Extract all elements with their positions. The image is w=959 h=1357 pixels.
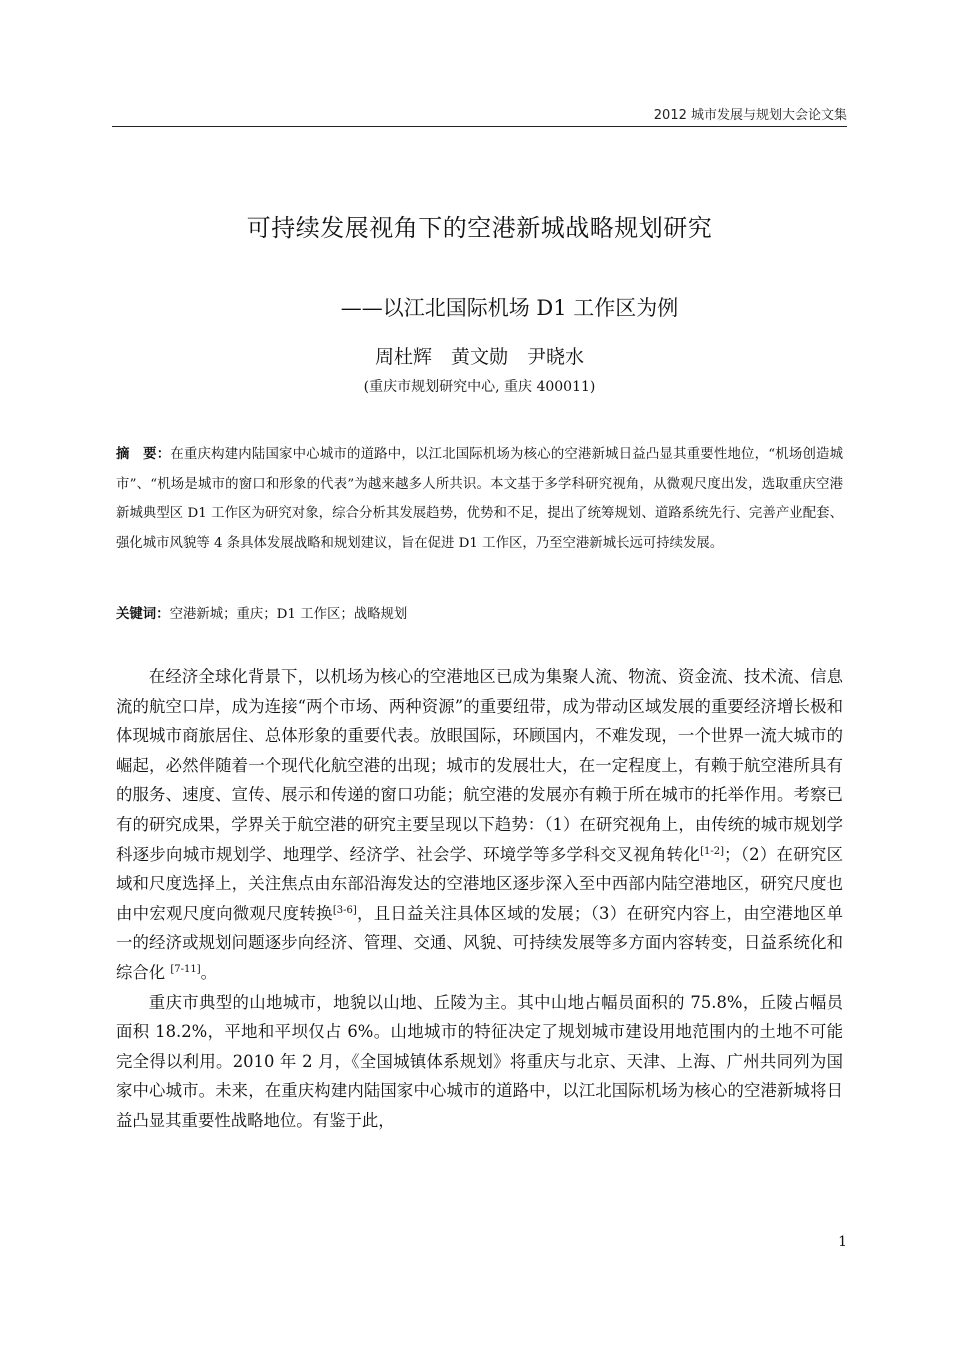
abstract: [116, 440, 843, 559]
citation-1: [1-2]: [700, 845, 724, 857]
keywords-label: 关键词：: [116, 607, 170, 622]
paper-authors: 周杜辉 黄文勋 尹晓水: [374, 346, 584, 368]
paper-affiliation: (重庆市规划研究中心, 重庆 400011): [363, 379, 596, 395]
keywords-text: 空港新城；重庆；D1 工作区；战略规划: [169, 607, 408, 622]
abstract-label: 摘 要：: [116, 447, 171, 462]
citation-3: [7-11]: [170, 963, 201, 975]
keywords: [116, 600, 843, 630]
body-text: [116, 662, 843, 1136]
header-rule: [112, 126, 847, 127]
p1-part-b: ；（2）在研究区域和尺度选择上，关注焦点由东部沿海发达的空港地区逐步深入至中西部内陆空港地区，研究尺度也由中宏观尺度向微观尺度转换: [116, 844, 844, 923]
running-header: 2012 城市发展与规划大会论文集: [653, 108, 847, 123]
paper-title: 可持续发展视角下的空港新城战略规划研究: [246, 214, 713, 242]
paper-subtitle: ——以江北国际机场 D1 工作区为例: [340, 296, 679, 320]
page-number: 1: [838, 1234, 847, 1250]
body-paragraph-2: 重庆市典型的山地城市，地貌以山地、丘陵为主。其中山地占幅员面积的 75.8%，丘陵占幅员面积 18.2%，平地和平坝仅占 6%。山地城市的特征决定了规划城市建设用地范围内的土地不可能完全得以利用。2010 年 2 月，《全国城镇体系规划》将重庆与北京、天津、上海、广州共同列为国家中心城市。未来，在重庆构建内陆国家中心城市的道路中，以江北国际机场为核心的空港新城将日益凸显其重要性战略地位。有鉴于此，: [116, 992, 843, 1130]
p1-part-c: ，且日益关注具体区域的发展；（3）在研究内容上，由空港地区单一的经济或规划问题逐步向经济、管理、交通、风貌、可持续发展等多方面内容转变，日益系统化和综合化: [116, 903, 843, 982]
p1-part-d: 。: [200, 962, 218, 982]
abstract-text: 在重庆构建内陆国家中心城市的道路中，以江北国际机场为核心的空港新城日益凸显其重要性地位，“机场创造城市”、“机场是城市的窗口和形象的代表”为越来越多人所共识。本文基于多学科研究视角，从微观尺度出发，选取重庆空港新城典型区 D1 工作区为研究对象，综合分析其发展趋势，优势和不足，提出了统筹规划、道路系统先行、完善产业配套、强化城市风貌等 4 条具体发展战略和规划建议，旨在促进 D1 工作区，乃至空港新城长远可持续发展。: [116, 447, 844, 552]
body-paragraph-1: [116, 662, 843, 988]
citation-2: [3-6]: [332, 904, 357, 916]
p1-part-a: 在经济全球化背景下，以机场为核心的空港地区已成为集聚人流、物流、资金流、技术流、信息流的航空口岸，成为连接“两个市场、两种资源”的重要纽带，成为带动区域发展的重要经济增长极和体现城市商旅居住、总体形象的重要代表。放眼国际，环顾国内，不难发现，一个世界一流大城市的崛起，必然伴随着一个现代化航空港的出现；城市的发展壮大，在一定程度上，有赖于航空港所具有的服务、速度、宣传、展示和传递的窗口功能；航空港的发展亦有赖于所在城市的托举作用。考察已有的研究成果，学界关于航空港的研究主要呈现以下趋势：（1）在研究视角上，由传统的城市规划学科逐步向城市规划学、地理学、经济学、社会学、环境学等多学科交叉视角转化: [116, 667, 843, 864]
